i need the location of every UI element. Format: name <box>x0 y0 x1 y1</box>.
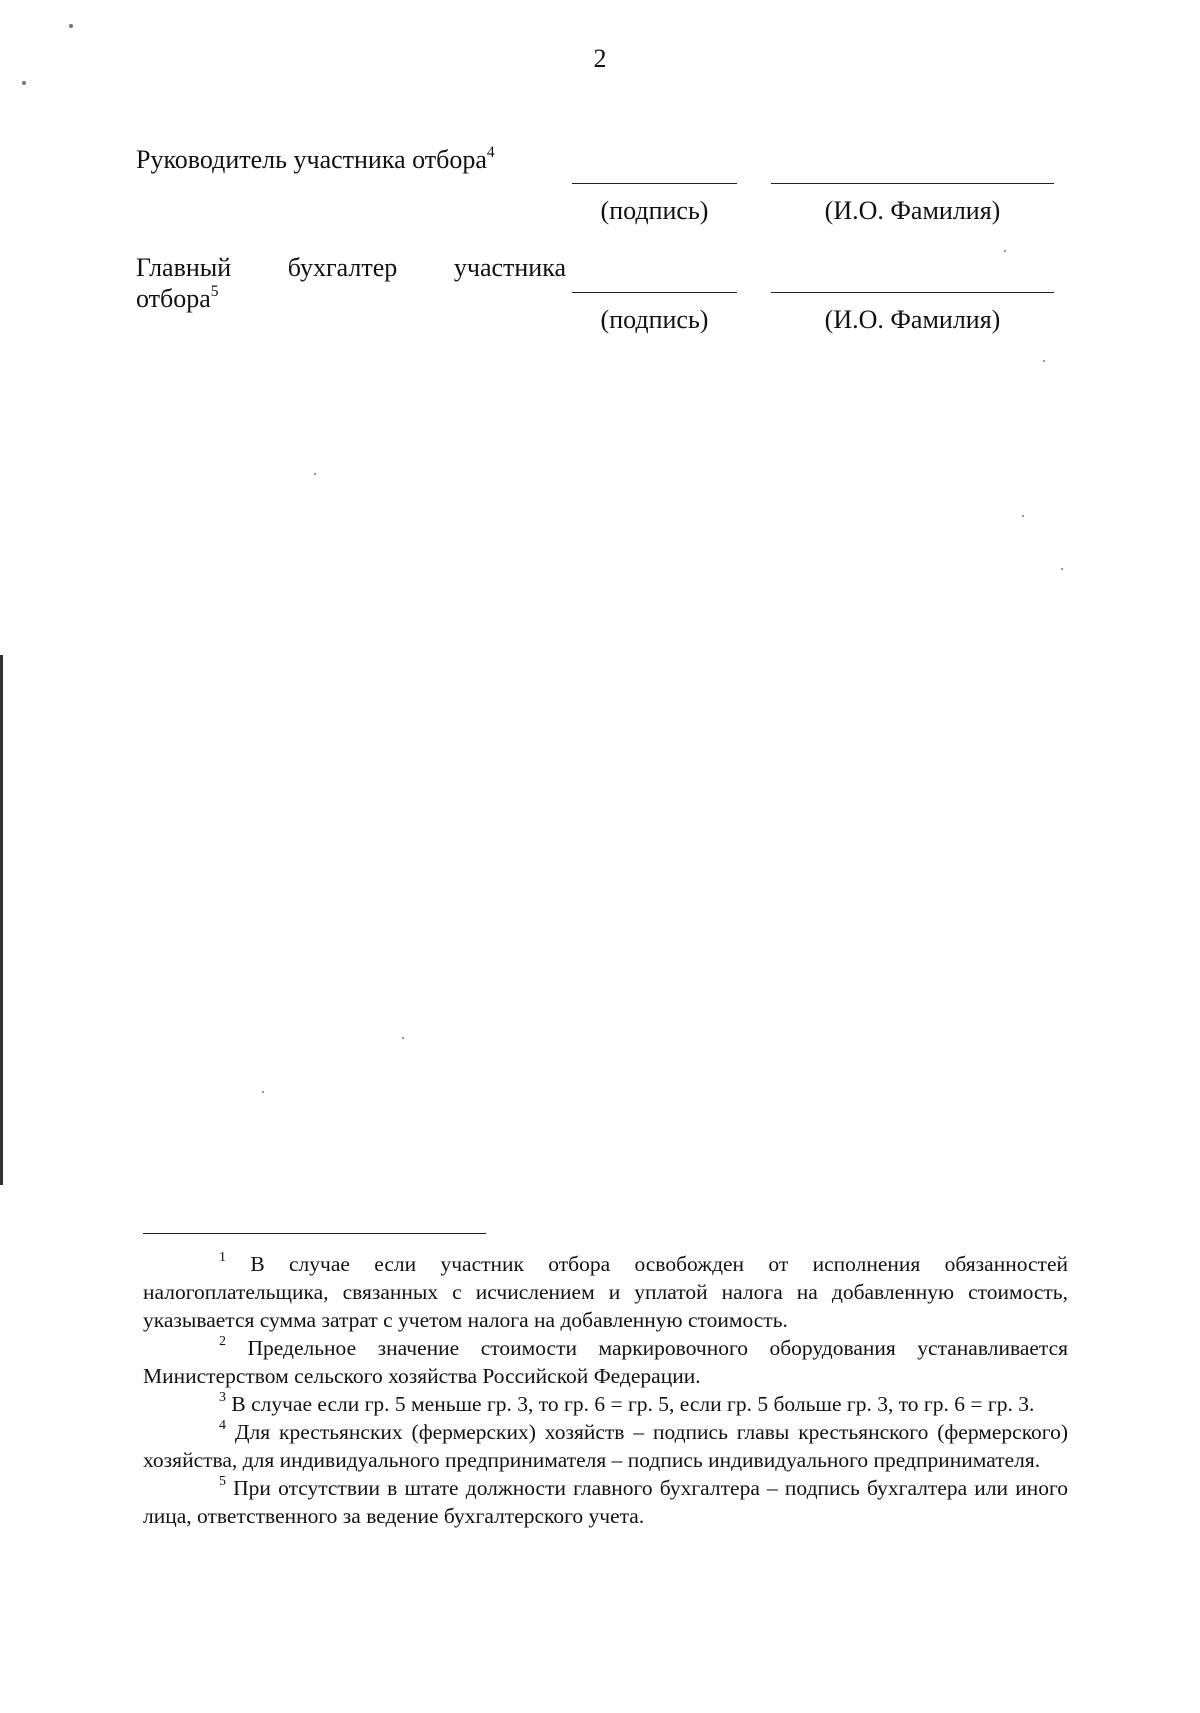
footnotes <box>143 1250 1068 1530</box>
footnote-3 <box>143 1390 1068 1418</box>
scan-speck <box>262 1091 264 1093</box>
footnote-text: Для крестьянских (фермерских) хозяйств – подпись главы крестьянского (фермерского) хозяйства, для индивидуального предпринимателя – подпись индивидуального предпринимателя. <box>143 1420 1068 1472</box>
accountant-name-line[interactable] <box>771 292 1054 293</box>
accountant-name-caption: (И.О. Фамилия) <box>824 305 1001 334</box>
scan-speck <box>402 1037 404 1039</box>
footnote-2 <box>143 1334 1068 1390</box>
footnote-number: 1 <box>219 1250 226 1266</box>
scan-speck <box>1061 568 1063 570</box>
scan-speck <box>1043 360 1045 362</box>
head-signature-caption: (подпись) <box>600 196 709 225</box>
scan-speck <box>22 81 26 85</box>
head-name-caption: (И.О. Фамилия) <box>824 196 1001 225</box>
footnote-1 <box>143 1250 1068 1334</box>
footnote-separator <box>143 1233 486 1234</box>
footnote-text: При отсутствии в штате должности главного бухгалтера – подпись бухгалтера или иного лица, ответственного за ведение бухгалтерского учета. <box>143 1476 1069 1528</box>
accountant-signature-title <box>136 284 219 314</box>
scan-speck <box>314 473 316 475</box>
accountant-signature-line[interactable] <box>572 292 737 293</box>
accountant-signature-caption: (подпись) <box>600 305 709 334</box>
footnote-number: 5 <box>219 1474 226 1490</box>
accountant-title-line1: Главный бухгалтер участника <box>136 253 566 282</box>
footnote-text: В случае если гр. 5 меньше гр. 3, то гр. 6 = гр. 5, если гр. 5 больше гр. 3, то гр. 6 = гр. 3. <box>231 1392 1035 1416</box>
footnote-4 <box>143 1418 1068 1474</box>
footnote-number: 2 <box>219 1334 226 1350</box>
scan-speck <box>69 24 73 28</box>
scan-edge-shadow <box>0 655 3 1185</box>
footnote-number: 3 <box>219 1390 226 1406</box>
scan-speck <box>1022 515 1024 517</box>
accountant-footnote-ref: 5 <box>210 283 219 301</box>
scan-speck <box>1004 250 1006 252</box>
head-signature-title <box>136 145 495 175</box>
head-name-line[interactable] <box>771 183 1054 184</box>
page-number: 2 <box>593 44 607 73</box>
footnote-text: Предельное значение стоимости маркировочного оборудования устанавливается Министерством сельского хозяйства Российской Федерации. <box>143 1336 1068 1388</box>
head-signature-line[interactable] <box>572 183 737 184</box>
footnote-5 <box>143 1474 1068 1530</box>
footnote-text: В случае если участник отбора освобожден от исполнения обязанностей налогоплательщика, связанных с исчислением и уплатой налога на добавленную стоимость, указывается сумма затрат с учетом налога на добавленную стоимость. <box>143 1252 1069 1332</box>
head-title-text: Руководитель участника отбора <box>136 145 487 174</box>
footnote-number: 4 <box>219 1418 226 1434</box>
accountant-title-line2: отбора <box>136 284 211 313</box>
head-footnote-ref: 4 <box>486 144 495 162</box>
